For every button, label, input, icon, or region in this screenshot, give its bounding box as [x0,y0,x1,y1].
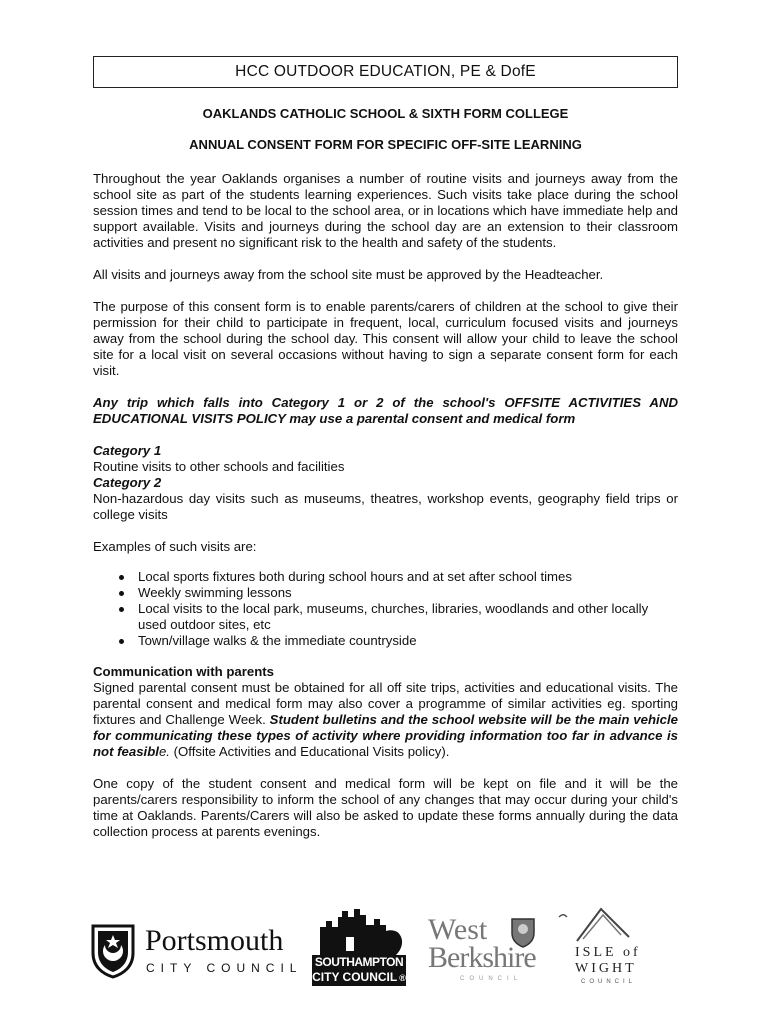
isle-of-wight-sail-icon [555,905,635,945]
header-box [93,56,678,88]
west-berkshire-logo [428,915,548,990]
document-page [93,56,678,840]
communication-paragraph [93,680,678,760]
list-item: Local visits to the local park, museums, churches, libraries, woodlands and other locally used outdoor sites, etc [138,601,678,633]
portsmouth-name: Portsmouth [145,924,284,957]
isle-of-wight-name-2: WIGHT [575,961,637,976]
policy-note: Any trip which falls into Category 1 or 2 of the school's OFFSITE ACTIVITIES AND EDUCATIONAL VISITS POLICY may use a parental consent and medical form [93,395,678,426]
southampton-castle-icon [312,905,404,955]
examples-list [93,569,678,649]
isle-of-wight-logo [555,905,650,990]
approval-paragraph: All visits and journeys away from the school site must be approved by the Headteacher. [93,267,604,282]
portsmouth-subtitle: CITY COUNCIL [146,961,303,975]
header-box-title: HCC OUTDOOR EDUCATION, PE & DofE [235,63,536,80]
council-logos [90,905,650,995]
portsmouth-crest-icon [90,923,136,979]
southampton-name: SOUTHAMPTON [312,955,406,970]
communication-emphasis: Student bulletins and the school website will be the main vehicle for communicating these types of activity where providing information too far in advance is not feasibl [93,712,678,759]
intro-paragraph: Throughout the year Oaklands organises a number of routine visits and journeys away from the school site as part of the students learning experiences. Such visits take place during the school session times and tend to be local to the school area, or in locations which have immediate help and support available. Visits and journeys during the school day are an extension to their classroom activities and present no significant risk to the health and safety of the students. [93,171,678,250]
list-item: Town/village walks & the immediate countryside [138,633,678,649]
communication-text: Signed parental consent must be obtained for all off site trips, activities and educational visits. The parental consent and medical form may also cover a programme of similar activities eg. sporting fixtures and Challenge Week. [93,680,678,727]
southampton-subtitle [312,970,406,986]
category-2-title: Category 2 [93,475,162,490]
registered-mark: ® [399,973,406,983]
southampton-logo [312,905,407,991]
list-item: Weekly swimming lessons [138,585,678,601]
isle-of-wight-name: ISLE of [575,945,641,960]
final-paragraph: One copy of the student consent and medical form will be kept on file and it will be the parents/carers responsibility to inform the school of any changes that may occur during your child's time at Oaklands. Parents/Carers will also be asked to update these forms annually during the data collection process at parents evenings. [93,776,678,839]
communication-policy-ref: (Offsite Activities and Educational Visits policy). [169,744,450,759]
west-berkshire-name-2: Berkshire [428,941,536,974]
southampton-subtitle-text: CITY COUNCIL [312,970,398,984]
list-item: Local sports fixtures both during school hours and at set after school times [138,569,678,585]
category-1-text: Routine visits to other schools and facilities [93,459,345,474]
portsmouth-logo [90,923,305,983]
communication-title: Communication with parents [93,664,274,679]
communication-emphasis-end: e. [158,744,170,759]
purpose-paragraph: The purpose of this consent form is to enable parents/carers of children at the school to give their permission for their child to participate in frequent, local, curriculum focused visits and journeys away from the school during the school day. This consent will allow your child to leave the school site for a local visit on several occasions without having to sign a separate consent form for each visit. [93,299,678,378]
examples-intro: Examples of such visits are: [93,539,257,554]
west-berkshire-name: West [428,913,488,946]
category-1-title: Category 1 [93,443,162,458]
school-title: OAKLANDS CATHOLIC SCHOOL & SIXTH FORM COLLEGE [202,106,569,121]
west-berkshire-subtitle: COUNCIL [460,976,523,982]
isle-of-wight-subtitle: COUNCIL [581,979,637,985]
form-title: ANNUAL CONSENT FORM FOR SPECIFIC OFF-SITE LEARNING [189,137,582,152]
category-2-text: Non-hazardous day visits such as museums, theatres, workshop events, geography field trips or college visits [93,491,678,522]
